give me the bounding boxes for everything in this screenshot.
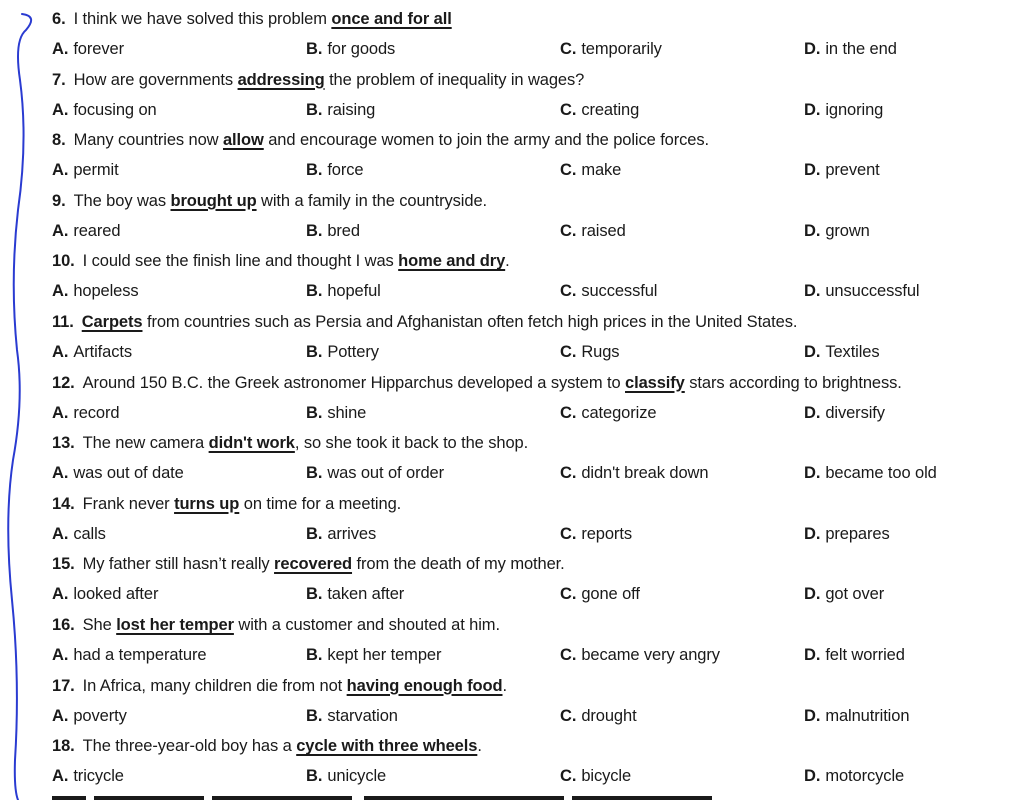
- answer-option-c[interactable]: [560, 701, 637, 731]
- question-stem: [52, 4, 452, 34]
- question-stem: [52, 125, 709, 155]
- stem-text-before: How are governments: [73, 70, 238, 89]
- underlined-target-phrase: home and dry: [398, 252, 506, 271]
- option-letter: D.: [804, 343, 821, 361]
- option-letter: C.: [560, 161, 577, 180]
- option-letter: C.: [560, 524, 577, 543]
- question-number: 16.: [52, 616, 75, 634]
- answer-option-a[interactable]: [52, 701, 127, 731]
- stem-text-before: I could see the finish line and thought I was: [82, 252, 399, 271]
- option-letter: B.: [306, 524, 323, 543]
- option-text: shine: [327, 403, 367, 422]
- option-letter: D.: [804, 585, 821, 604]
- stem-text-after: stars according to brightness.: [684, 373, 902, 392]
- underlined-target-phrase: classify: [625, 373, 685, 392]
- answer-option-c[interactable]: [560, 398, 656, 428]
- answer-option-b[interactable]: [306, 34, 395, 64]
- option-text: malnutrition: [825, 706, 910, 725]
- option-text: Rugs: [581, 343, 620, 361]
- option-letter: B.: [306, 706, 323, 725]
- stem-text-after: .: [505, 252, 510, 271]
- stem-text-before: Frank never: [82, 494, 175, 513]
- question-item: [52, 489, 1016, 550]
- option-text: got over: [825, 585, 885, 604]
- answer-option-d[interactable]: [804, 155, 880, 185]
- option-text: Artifacts: [73, 343, 133, 361]
- stem-text-before: In Africa, many children die from not: [82, 676, 347, 695]
- answer-option-d[interactable]: [804, 276, 920, 306]
- option-text: permit: [73, 161, 119, 180]
- question-item: [52, 671, 1016, 732]
- option-letter: C.: [560, 343, 577, 361]
- option-letter: A.: [52, 524, 69, 543]
- option-letter: A.: [52, 100, 69, 119]
- option-letter: A.: [52, 403, 69, 422]
- question-number: 17.: [52, 676, 75, 695]
- question-item: [52, 610, 1016, 671]
- option-text: grown: [825, 221, 870, 240]
- underlined-target-phrase: didn't work: [208, 434, 295, 453]
- option-letter: C.: [560, 403, 577, 422]
- answer-option-d[interactable]: [804, 398, 885, 428]
- answer-option-a[interactable]: [52, 761, 124, 791]
- option-text: force: [327, 161, 364, 180]
- question-number: 13.: [52, 434, 75, 453]
- option-letter: B.: [306, 221, 323, 240]
- option-text: starvation: [327, 706, 398, 725]
- stem-text-after: with a family in the countryside.: [256, 191, 488, 210]
- option-letter: C.: [560, 706, 577, 725]
- answer-option-d[interactable]: [804, 458, 937, 488]
- option-letter: A.: [52, 706, 69, 725]
- underlined-target-phrase: cycle with three wheels: [296, 737, 478, 756]
- stem-text-after: the problem of inequality in wages?: [324, 70, 585, 89]
- question-number: 18.: [52, 737, 75, 756]
- option-text: bred: [327, 221, 360, 240]
- option-text: poverty: [73, 706, 127, 725]
- stem-text-after: and encourage women to join the army and the police forces.: [263, 131, 710, 150]
- question-number: 14.: [52, 494, 75, 513]
- underlined-target-phrase: allow: [222, 131, 264, 150]
- option-text: gone off: [581, 585, 640, 604]
- underlined-target-phrase: once and for all: [331, 10, 452, 28]
- question-stem: [52, 246, 510, 276]
- option-letter: B.: [306, 282, 323, 301]
- question-number: 15.: [52, 555, 75, 574]
- option-letter: D.: [804, 100, 821, 119]
- option-letter: B.: [306, 464, 323, 483]
- answer-option-b[interactable]: [306, 519, 376, 549]
- underlined-target-phrase: lost her temper: [116, 616, 234, 634]
- option-text: make: [581, 161, 622, 180]
- stem-text-before: My father still hasn’t really: [82, 555, 275, 574]
- answer-option-d[interactable]: [804, 216, 870, 246]
- option-text: calls: [73, 524, 106, 543]
- option-letter: C.: [560, 100, 577, 119]
- option-letter: A.: [52, 221, 69, 240]
- option-text: was out of date: [73, 464, 184, 483]
- stem-text-before: Around 150 B.C. the Greek astronomer Hipparchus developed a system to: [82, 373, 626, 392]
- option-letter: A.: [52, 646, 69, 664]
- stem-text-before: The three-year-old boy has a: [82, 737, 297, 756]
- question-item: [52, 65, 1016, 126]
- answer-option-d[interactable]: [804, 579, 884, 609]
- stem-text-before: I think we have solved this problem: [73, 10, 332, 28]
- option-letter: D.: [804, 403, 821, 422]
- option-letter: C.: [560, 646, 577, 664]
- option-letter: C.: [560, 464, 577, 483]
- option-letter: C.: [560, 282, 577, 301]
- option-text: taken after: [327, 585, 405, 604]
- option-text: had a temperature: [73, 646, 207, 664]
- option-text: arrives: [327, 524, 377, 543]
- question-number: 10.: [52, 252, 75, 271]
- answer-option-b[interactable]: [306, 701, 398, 731]
- option-text: didn't break down: [581, 464, 709, 483]
- question-item: [52, 125, 1016, 186]
- answer-option-a[interactable]: [52, 519, 106, 549]
- option-text: diversify: [825, 403, 885, 422]
- underlined-target-phrase: brought up: [170, 191, 257, 210]
- option-letter: A.: [52, 343, 69, 361]
- answer-option-b[interactable]: [306, 761, 386, 791]
- option-text: looked after: [73, 585, 159, 604]
- answer-option-a[interactable]: [52, 155, 119, 185]
- answer-option-c[interactable]: [560, 155, 621, 185]
- option-letter: C.: [560, 767, 577, 786]
- option-text: for goods: [327, 40, 396, 58]
- option-text: prevent: [825, 161, 880, 180]
- answer-option-a[interactable]: [52, 34, 124, 64]
- option-text: reared: [73, 221, 121, 240]
- option-letter: A.: [52, 464, 69, 483]
- stem-text-after: from the death of my mother.: [352, 555, 565, 574]
- answer-option-d[interactable]: [804, 34, 897, 64]
- option-letter: B.: [306, 40, 323, 58]
- answer-option-d[interactable]: [804, 640, 905, 670]
- question-stem: [52, 65, 584, 95]
- question-number: 12.: [52, 373, 75, 392]
- question-number: 6.: [52, 10, 66, 28]
- question-stem: [52, 368, 902, 398]
- stem-text-before: Many countries now: [73, 131, 223, 150]
- question-item: [52, 4, 1016, 65]
- answer-option-d[interactable]: [804, 519, 890, 549]
- stem-text-after: .: [477, 737, 482, 756]
- option-text: motorcycle: [825, 767, 905, 786]
- option-text: became very angry: [581, 646, 720, 664]
- answer-option-a[interactable]: [52, 398, 119, 428]
- option-text: Pottery: [327, 343, 379, 361]
- question-item: [52, 246, 1016, 307]
- option-letter: D.: [804, 464, 821, 483]
- stem-text-after: .: [502, 676, 507, 695]
- option-text: record: [73, 403, 120, 422]
- answer-option-c[interactable]: [560, 276, 657, 306]
- option-text: in the end: [825, 40, 897, 58]
- answer-option-c[interactable]: [560, 337, 619, 367]
- option-letter: B.: [306, 767, 323, 786]
- option-text: drought: [581, 706, 637, 725]
- answer-option-b[interactable]: [306, 216, 360, 246]
- answer-option-a[interactable]: [52, 337, 132, 367]
- answer-option-a[interactable]: [52, 216, 120, 246]
- option-letter: B.: [306, 100, 323, 119]
- answer-option-a[interactable]: [52, 276, 139, 306]
- option-letter: A.: [52, 40, 69, 58]
- option-text: focusing on: [73, 100, 157, 119]
- option-text: Textiles: [825, 343, 880, 361]
- option-letter: A.: [52, 282, 69, 301]
- answer-option-a[interactable]: [52, 640, 206, 670]
- option-letter: D.: [804, 161, 821, 180]
- option-letter: D.: [804, 767, 821, 786]
- stem-text-after: with a customer and shouted at him.: [233, 616, 500, 634]
- option-text: became too old: [825, 464, 937, 483]
- option-text: raising: [327, 100, 376, 119]
- option-letter: D.: [804, 646, 821, 664]
- answer-option-a[interactable]: [52, 458, 184, 488]
- question-item: [52, 428, 1016, 489]
- answer-option-c[interactable]: [560, 95, 639, 125]
- answer-option-d[interactable]: [804, 95, 883, 125]
- option-letter: C.: [560, 40, 577, 58]
- question-stem: [52, 610, 500, 640]
- option-letter: D.: [804, 524, 821, 543]
- answer-option-b[interactable]: [306, 458, 444, 488]
- question-number: 7.: [52, 70, 66, 89]
- underlined-target-phrase: Carpets: [81, 313, 143, 331]
- option-text: successful: [581, 282, 658, 301]
- option-letter: B.: [306, 403, 323, 422]
- option-letter: B.: [306, 161, 323, 180]
- question-stem: [52, 307, 797, 337]
- answer-option-d[interactable]: [804, 337, 880, 367]
- answer-option-b[interactable]: [306, 579, 404, 609]
- option-text: tricycle: [73, 767, 124, 786]
- question-stem: [52, 428, 528, 458]
- question-item: [52, 549, 1016, 610]
- pen-margin-line: [0, 0, 60, 800]
- answer-option-c[interactable]: [560, 640, 720, 670]
- option-letter: C.: [560, 585, 577, 604]
- answer-option-b[interactable]: [306, 398, 366, 428]
- question-number: 11.: [52, 313, 74, 331]
- option-text: unsuccessful: [825, 282, 920, 301]
- option-letter: B.: [306, 343, 323, 361]
- option-letter: C.: [560, 221, 577, 240]
- option-text: forever: [73, 40, 124, 58]
- option-letter: A.: [52, 585, 69, 604]
- answer-option-c[interactable]: [560, 761, 631, 791]
- option-text: felt worried: [825, 646, 905, 664]
- answer-option-c[interactable]: [560, 519, 632, 549]
- question-number: 8.: [52, 131, 66, 150]
- stem-text-after: from countries such as Persia and Afghanistan often fetch high prices in the United States.: [142, 313, 798, 331]
- option-text: kept her temper: [327, 646, 442, 664]
- answer-option-c[interactable]: [560, 458, 708, 488]
- option-text: was out of order: [327, 464, 445, 483]
- option-letter: D.: [804, 221, 821, 240]
- underlined-target-phrase: addressing: [237, 70, 325, 89]
- question-stem: [52, 731, 482, 761]
- option-letter: A.: [52, 161, 69, 180]
- stem-text-after: on time for a meeting.: [239, 494, 402, 513]
- option-text: unicycle: [327, 767, 387, 786]
- question-item: [52, 731, 1016, 792]
- option-letter: D.: [804, 706, 821, 725]
- option-text: raised: [581, 221, 626, 240]
- option-text: hopeless: [73, 282, 139, 301]
- answer-option-a[interactable]: [52, 95, 157, 125]
- option-letter: B.: [306, 646, 323, 664]
- option-text: hopeful: [327, 282, 381, 301]
- answer-option-b[interactable]: [306, 95, 375, 125]
- question-stem: [52, 489, 401, 519]
- question-item: [52, 186, 1016, 247]
- option-text: creating: [581, 100, 640, 119]
- option-text: temporarily: [581, 40, 662, 58]
- question-item: [52, 368, 1016, 429]
- answer-option-b[interactable]: [306, 337, 379, 367]
- stem-text-before: She: [82, 616, 117, 634]
- option-text: prepares: [825, 524, 890, 543]
- answer-option-d[interactable]: [804, 701, 909, 731]
- option-letter: D.: [804, 40, 821, 58]
- option-letter: B.: [306, 585, 323, 604]
- option-text: categorize: [581, 403, 657, 422]
- option-text: reports: [581, 524, 632, 543]
- option-letter: D.: [804, 282, 821, 301]
- question-stem: [52, 549, 565, 579]
- option-letter: A.: [52, 767, 69, 786]
- question-number: 9.: [52, 191, 66, 210]
- question-stem: [52, 186, 487, 216]
- answer-option-b[interactable]: [306, 155, 364, 185]
- question-item: [52, 307, 1016, 368]
- underlined-target-phrase: having enough food: [346, 676, 503, 695]
- stem-text-after: , so she took it back to the shop.: [294, 434, 529, 453]
- partial-next-question-line: [52, 793, 712, 803]
- answer-option-a[interactable]: [52, 579, 158, 609]
- underlined-target-phrase: turns up: [174, 494, 240, 513]
- question-stem: [52, 671, 507, 701]
- answer-option-b[interactable]: [306, 276, 381, 306]
- answer-option-c[interactable]: [560, 579, 640, 609]
- answer-option-d[interactable]: [804, 761, 904, 791]
- stem-text-before: The new camera: [82, 434, 209, 453]
- answer-option-c[interactable]: [560, 34, 662, 64]
- option-text: ignoring: [825, 100, 884, 119]
- answer-option-c[interactable]: [560, 216, 626, 246]
- stem-text-before: The boy was: [73, 191, 171, 210]
- option-text: bicycle: [581, 767, 632, 786]
- answer-option-b[interactable]: [306, 640, 441, 670]
- underlined-target-phrase: recovered: [274, 555, 353, 574]
